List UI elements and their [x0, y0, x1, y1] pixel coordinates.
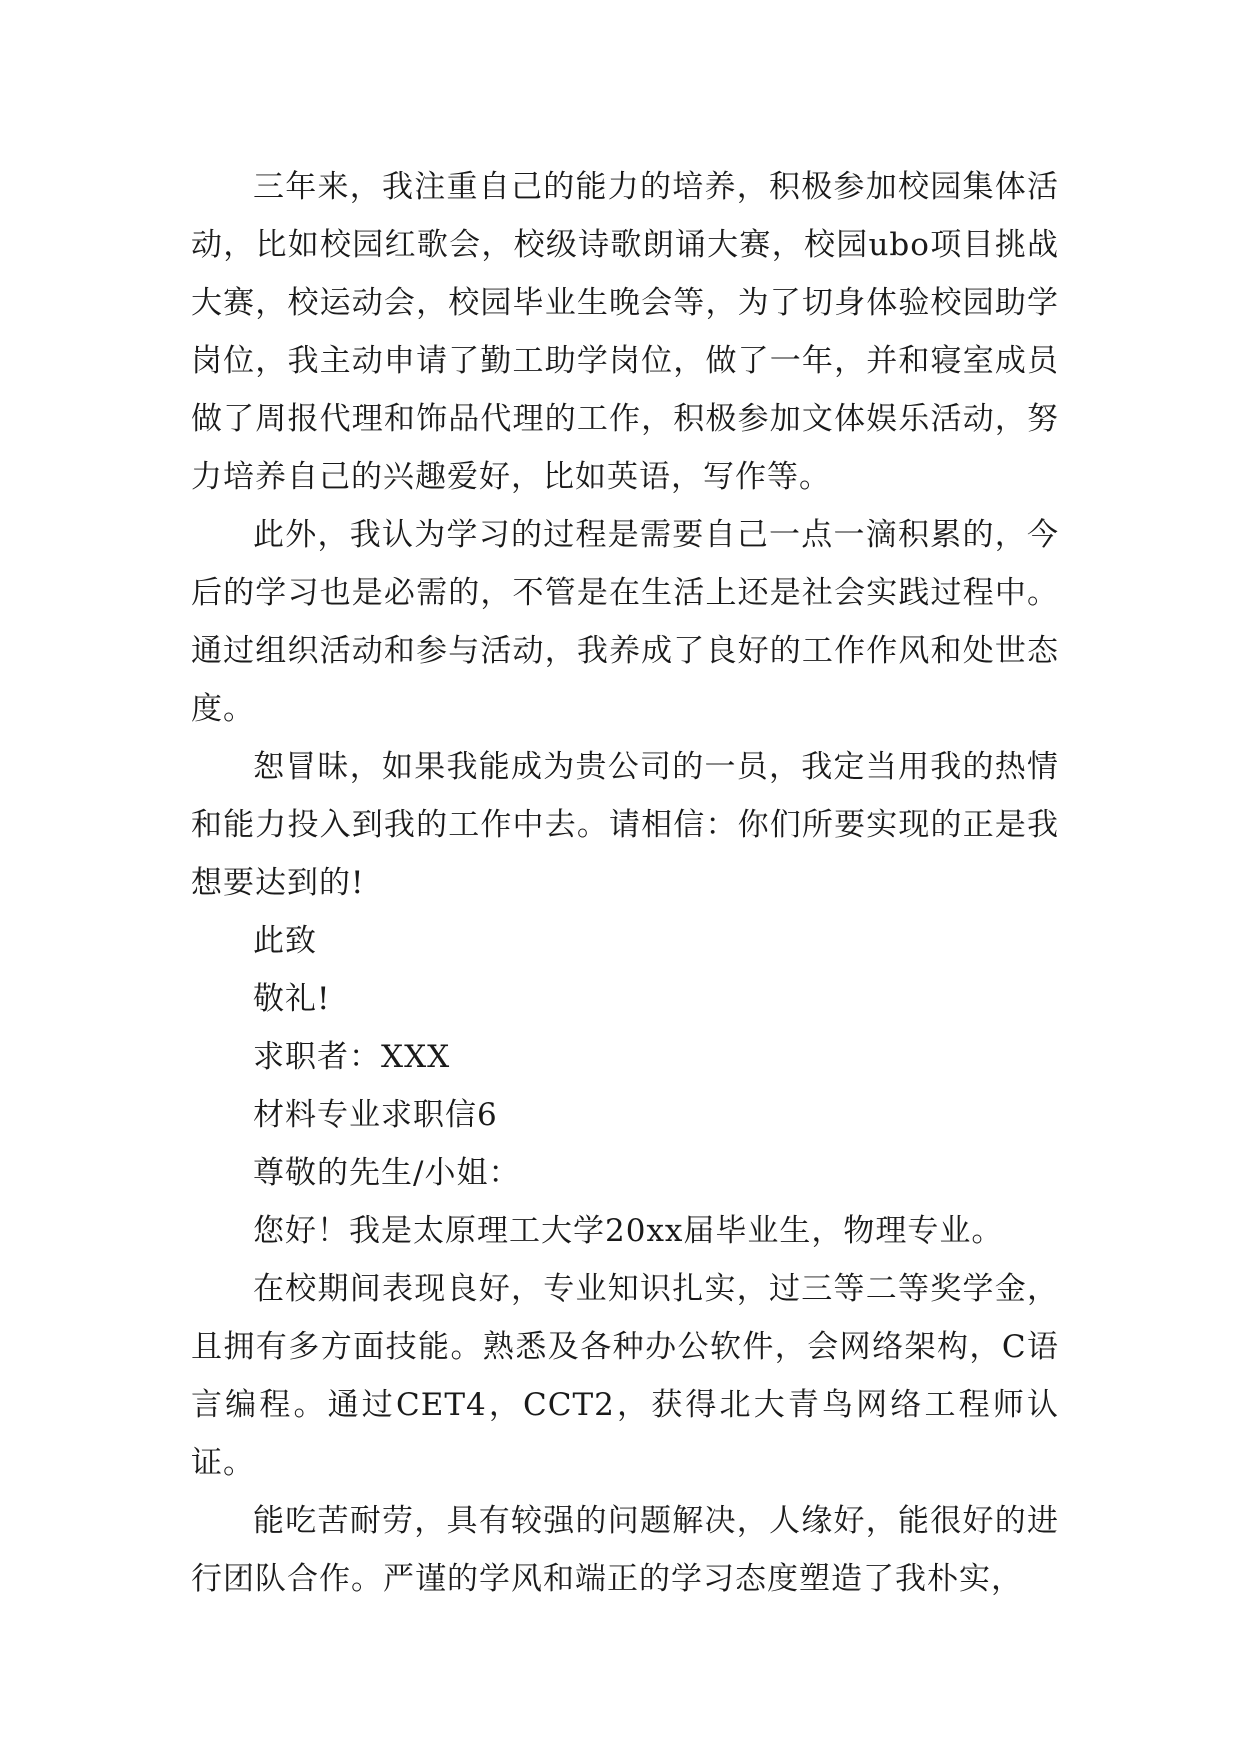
greeting-line: 您好！我是太原理工大学20xx届毕业生，物理专业。 — [253, 1213, 1004, 1249]
body-paragraph: 此外，我认为学习的过程是需要自己一点一滴积累的，今后的学习也是必需的，不管是在生活上还是社会实践过程中。通过组织活动和参与活动，我养成了良好的工作作风和处世态度。 — [191, 517, 1059, 727]
body-paragraph: 三年来，我注重自己的能力的培养，积极参加校园集体活动，比如校园红歌会，校级诗歌朗诵大赛，校园ubo项目挑战大赛，校运动会，校园毕业生晚会等，为了切身体验校园助学岗位，我主动申请了勤工助学岗位，做了一年，并和寝室成员做了周报代理和饰品代理的工作，积极参加文体娱乐活动，努力培养自己的兴趣爱好，比如英语，写作等。 — [191, 169, 1059, 495]
body-paragraph: 能吃苦耐劳，具有较强的问题解决，人缘好，能很好的进行团队合作。严谨的学风和端正的学习态度塑造了我朴实， — [191, 1503, 1059, 1597]
body-paragraph: 在校期间表现良好，专业知识扎实，过三等二等奖学金，且拥有多方面技能。熟悉及各种办公软件，会网络架构，C语言编程。通过CET4，CCT2，获得北大青鸟网络工程师认证。 — [191, 1271, 1059, 1481]
closing-salute: 敬礼! — [253, 981, 331, 1017]
signature-line: 求职者：XXX — [253, 1039, 451, 1075]
closing-line: 此致 — [253, 923, 317, 959]
body-paragraph: 恕冒昧，如果我能成为贵公司的一员，我定当用我的热情和能力投入到我的工作中去。请相信：你们所要实现的正是我想要达到的! — [191, 749, 1059, 901]
document-body — [191, 158, 1059, 1608]
salutation-line: 尊敬的先生/小姐： — [253, 1155, 521, 1191]
section-title: 材料专业求职信6 — [253, 1097, 498, 1133]
